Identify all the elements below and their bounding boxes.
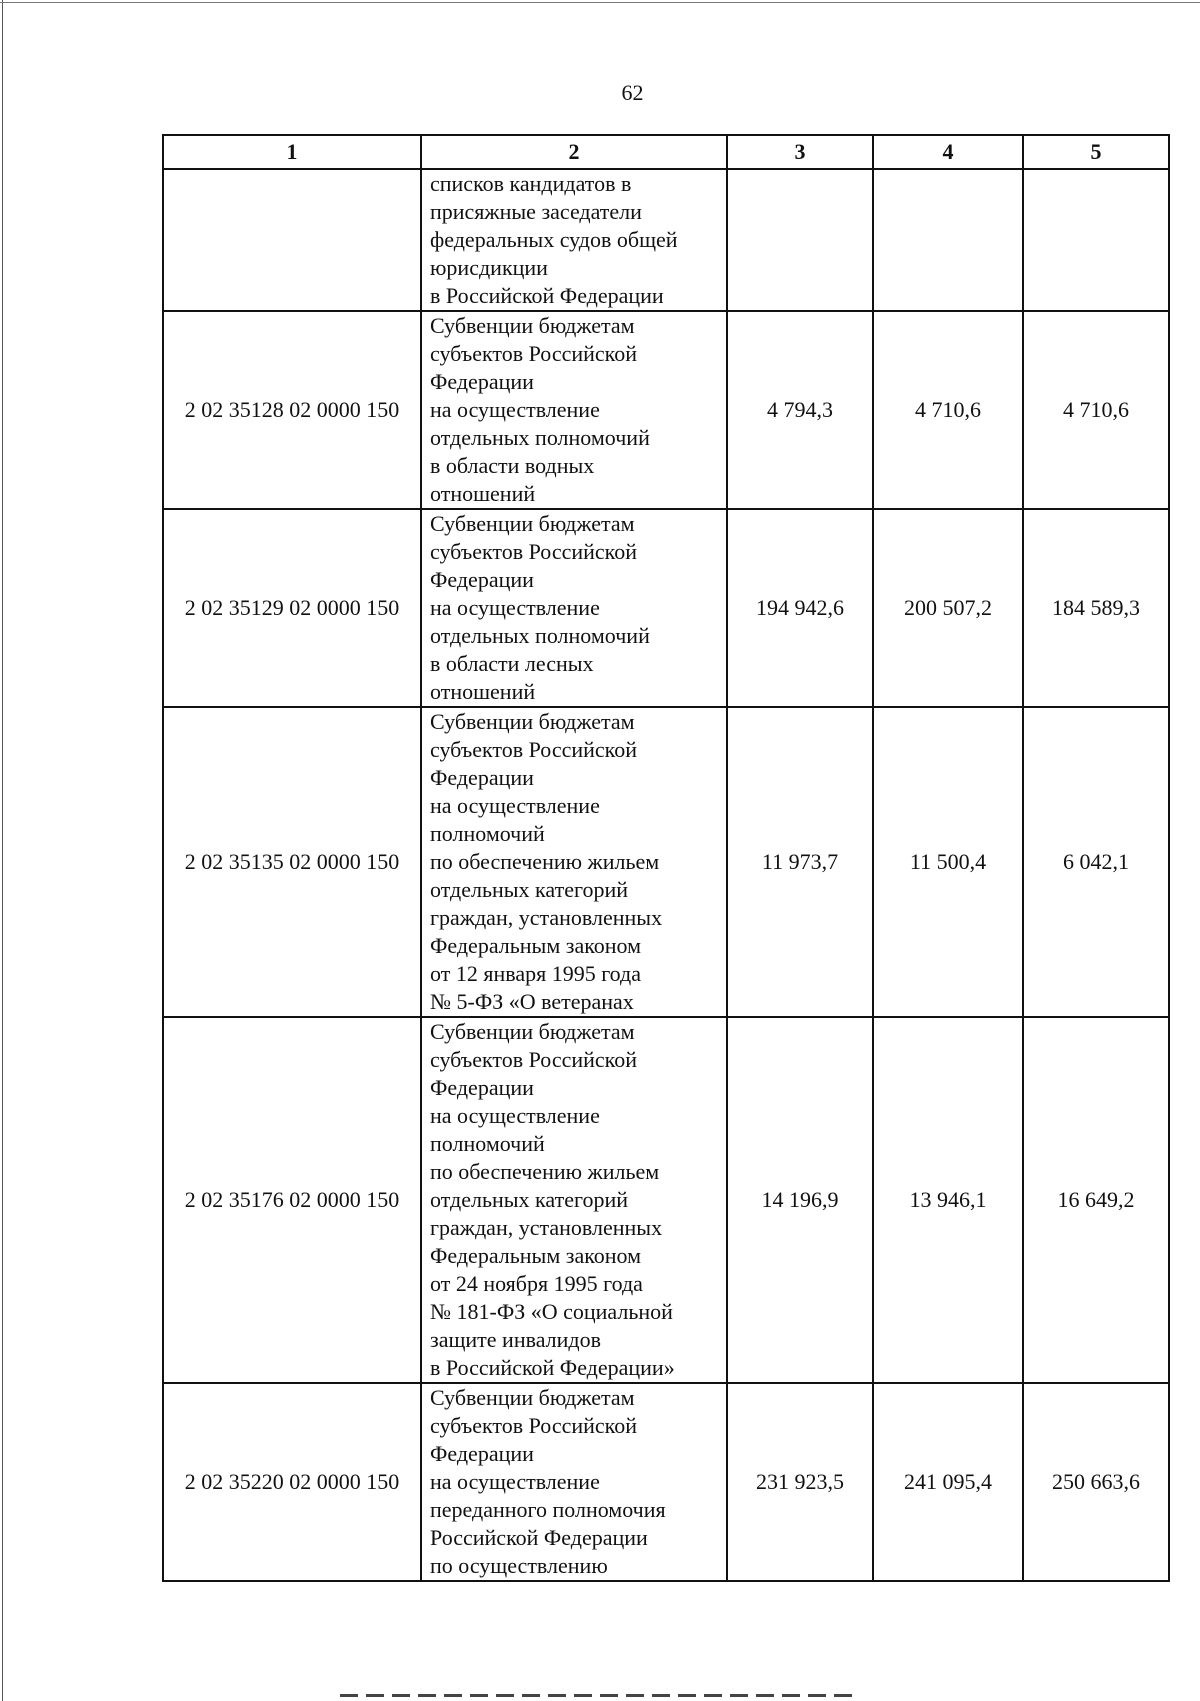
cell-description	[421, 707, 727, 1017]
description-line: субъектов Российской	[430, 539, 638, 564]
cell-description	[421, 509, 727, 707]
cell-value-col-3: 194 942,6	[727, 509, 873, 707]
description-line: полномочий	[430, 1131, 545, 1156]
header-col-1: 1	[163, 135, 421, 169]
cell-value-col-4: 4 710,6	[873, 311, 1023, 509]
description-line: отношений	[430, 679, 536, 704]
header-col-2: 2	[421, 135, 727, 169]
description-line: юрисдикции	[430, 255, 548, 280]
description-line: субъектов Российской	[430, 737, 638, 762]
header-row	[163, 135, 1169, 169]
cell-value-col-5: 16 649,2	[1023, 1017, 1169, 1383]
description-line: граждан, установленных	[430, 1215, 663, 1240]
cell-value-col-5: 4 710,6	[1023, 311, 1169, 509]
description-line: субъектов Российской	[430, 341, 638, 366]
description-line: на осуществление	[430, 595, 600, 620]
cell-value-col-3: 231 923,5	[727, 1383, 873, 1581]
cell-description	[421, 1017, 727, 1383]
budget-table	[162, 134, 1170, 1582]
header-col-3: 3	[727, 135, 873, 169]
description-line: субъектов Российской	[430, 1047, 638, 1072]
cell-value-col-5: 184 589,3	[1023, 509, 1169, 707]
description-line: переданного полномочия	[430, 1497, 666, 1522]
table-row	[163, 169, 1169, 311]
description-line: отношений	[430, 481, 536, 506]
description-line: Субвенции бюджетам	[430, 1019, 635, 1044]
description-line: Субвенции бюджетам	[430, 1385, 635, 1410]
cell-value-col-3	[727, 169, 873, 311]
cell-value-col-5	[1023, 169, 1169, 311]
description-line: Федеральным законом	[430, 933, 642, 958]
table-body	[163, 169, 1169, 1581]
description-line: списков кандидатов в	[430, 171, 632, 196]
description-line: в Российской Федерации»	[430, 1355, 675, 1380]
description-line: Федерации	[430, 1075, 534, 1100]
table-row	[163, 509, 1169, 707]
description-line: от 12 января 1995 года	[430, 961, 641, 986]
description-line: Федеральным законом	[430, 1243, 642, 1268]
description-line: федеральных судов общей	[430, 227, 678, 252]
description-line: отдельных категорий	[430, 877, 629, 902]
cell-value-col-3: 14 196,9	[727, 1017, 873, 1383]
description-line: присяжные заседатели	[430, 199, 642, 224]
description-line: граждан, установленных	[430, 905, 663, 930]
description-line: по обеспечению жильем	[430, 1159, 660, 1184]
description-line: Субвенции бюджетам	[430, 313, 635, 338]
description-line: Субвенции бюджетам	[430, 709, 635, 734]
description-line: в Российской Федерации	[430, 283, 664, 308]
cell-value-col-3: 11 973,7	[727, 707, 873, 1017]
page-number: 62	[621, 80, 644, 105]
description-line: на осуществление	[430, 1103, 600, 1128]
cell-code: 2 02 35129 02 0000 150	[163, 509, 421, 707]
table-row	[163, 1383, 1169, 1581]
scan-bottom-artifact	[340, 1694, 860, 1697]
description-line: в области лесных	[430, 651, 594, 676]
cell-description	[421, 1383, 727, 1581]
description-line: Федерации	[430, 1441, 534, 1466]
description-line: на осуществление	[430, 793, 600, 818]
cell-value-col-4: 11 500,4	[873, 707, 1023, 1017]
description-line: на осуществление	[430, 1469, 600, 1494]
description-line: полномочий	[430, 821, 545, 846]
cell-code: 2 02 35176 02 0000 150	[163, 1017, 421, 1383]
cell-value-col-4: 13 946,1	[873, 1017, 1023, 1383]
table-row	[163, 311, 1169, 509]
cell-description	[421, 311, 727, 509]
cell-value-col-4	[873, 169, 1023, 311]
cell-value-col-5: 6 042,1	[1023, 707, 1169, 1017]
description-line: на осуществление	[430, 397, 600, 422]
scan-edge-top	[0, 2, 1200, 3]
description-line: от 24 ноября 1995 года	[430, 1271, 643, 1296]
description-line: в области водных	[430, 453, 595, 478]
cell-description	[421, 169, 727, 311]
table-row	[163, 707, 1169, 1017]
scan-edge-left	[2, 0, 3, 1701]
cell-code	[163, 169, 421, 311]
cell-value-col-5: 250 663,6	[1023, 1383, 1169, 1581]
description-line: № 5-ФЗ «О ветеранах	[430, 989, 634, 1014]
description-line: Субвенции бюджетам	[430, 511, 635, 536]
description-line: субъектов Российской	[430, 1413, 638, 1438]
header-col-4: 4	[873, 135, 1023, 169]
description-line: по осуществлению	[430, 1553, 608, 1578]
cell-code: 2 02 35128 02 0000 150	[163, 311, 421, 509]
description-line: № 181-ФЗ «О социальной	[430, 1299, 673, 1324]
cell-code: 2 02 35220 02 0000 150	[163, 1383, 421, 1581]
cell-value-col-3: 4 794,3	[727, 311, 873, 509]
description-line: Федерации	[430, 765, 534, 790]
description-line: Федерации	[430, 369, 534, 394]
description-line: отдельных категорий	[430, 1187, 629, 1212]
header-col-5: 5	[1023, 135, 1169, 169]
description-line: отдельных полномочий	[430, 623, 650, 648]
description-line: защите инвалидов	[430, 1327, 601, 1352]
cell-value-col-4: 241 095,4	[873, 1383, 1023, 1581]
description-line: по обеспечению жильем	[430, 849, 660, 874]
table-row	[163, 1017, 1169, 1383]
cell-value-col-4: 200 507,2	[873, 509, 1023, 707]
description-line: Российской Федерации	[430, 1525, 648, 1550]
description-line: Федерации	[430, 567, 534, 592]
cell-code: 2 02 35135 02 0000 150	[163, 707, 421, 1017]
description-line: отдельных полномочий	[430, 425, 650, 450]
